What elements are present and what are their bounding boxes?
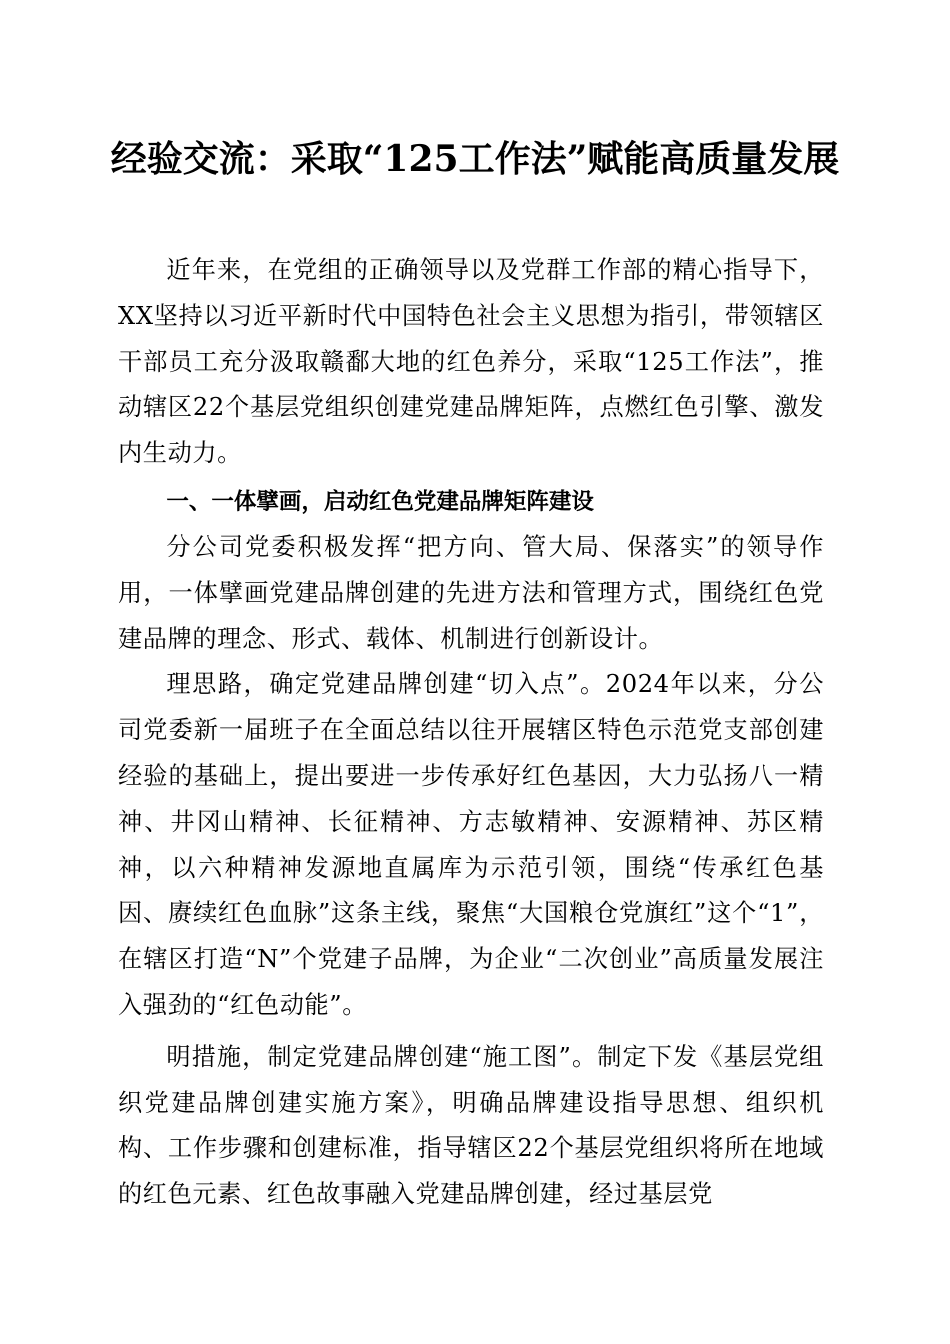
intro-paragraph: 近年来，在党组的正确领导以及党群工作部的精心指导下，XX坚持以习近平新时代中国特色社会主义思想为指引，带领辖区干部员工充分汲取赣鄱大地的红色养分，采取“125工作法”，推动辖区22个基层党组织创建党建品牌矩阵，点燃红色引擎、激发内生动力。	[118, 256, 824, 468]
body-paragraph: 明措施，制定党建品牌创建“施工图”。制定下发《基层党组织党建品牌创建实施方案》，明确品牌建设指导思想、组织机构、工作步骤和创建标准，指导辖区22个基层党组织将所在地域的红色元素、红色故事融入党建品牌创建，经过基层党	[118, 1042, 824, 1209]
document-body	[118, 248, 824, 1218]
body-paragraph: 分公司党委积极发挥“把方向、管大局、保落实”的领导作用，一体擘画党建品牌创建的先进方法和管理方式，围绕红色党建品牌的理念、形式、载体、机制进行创新设计。	[118, 532, 824, 653]
section-heading: 一、一体擘画，启动红色党建品牌矩阵建设	[166, 488, 594, 515]
page-title: 经验交流：采取“125工作法”赋能高质量发展	[110, 138, 840, 180]
body-paragraph: 理思路，确定党建品牌创建“切入点”。2024年以来，分公司党委新一届班子在全面总结以往开展辖区特色示范党支部创建经验的基础上，提出要进一步传承好红色基因，大力弘扬八一精神、井冈山精神、长征精神、方志敏精神、安源精神、苏区精神，以六种精神发源地直属库为示范引领，围绕“传承红色基因、赓续红色血脉”这条主线，聚焦“大国粮仓党旗红”这个“1”，在辖区打造“N”个党建子品牌，为企业“二次创业”高质量发展注入强劲的“红色动能”。	[118, 670, 824, 1019]
